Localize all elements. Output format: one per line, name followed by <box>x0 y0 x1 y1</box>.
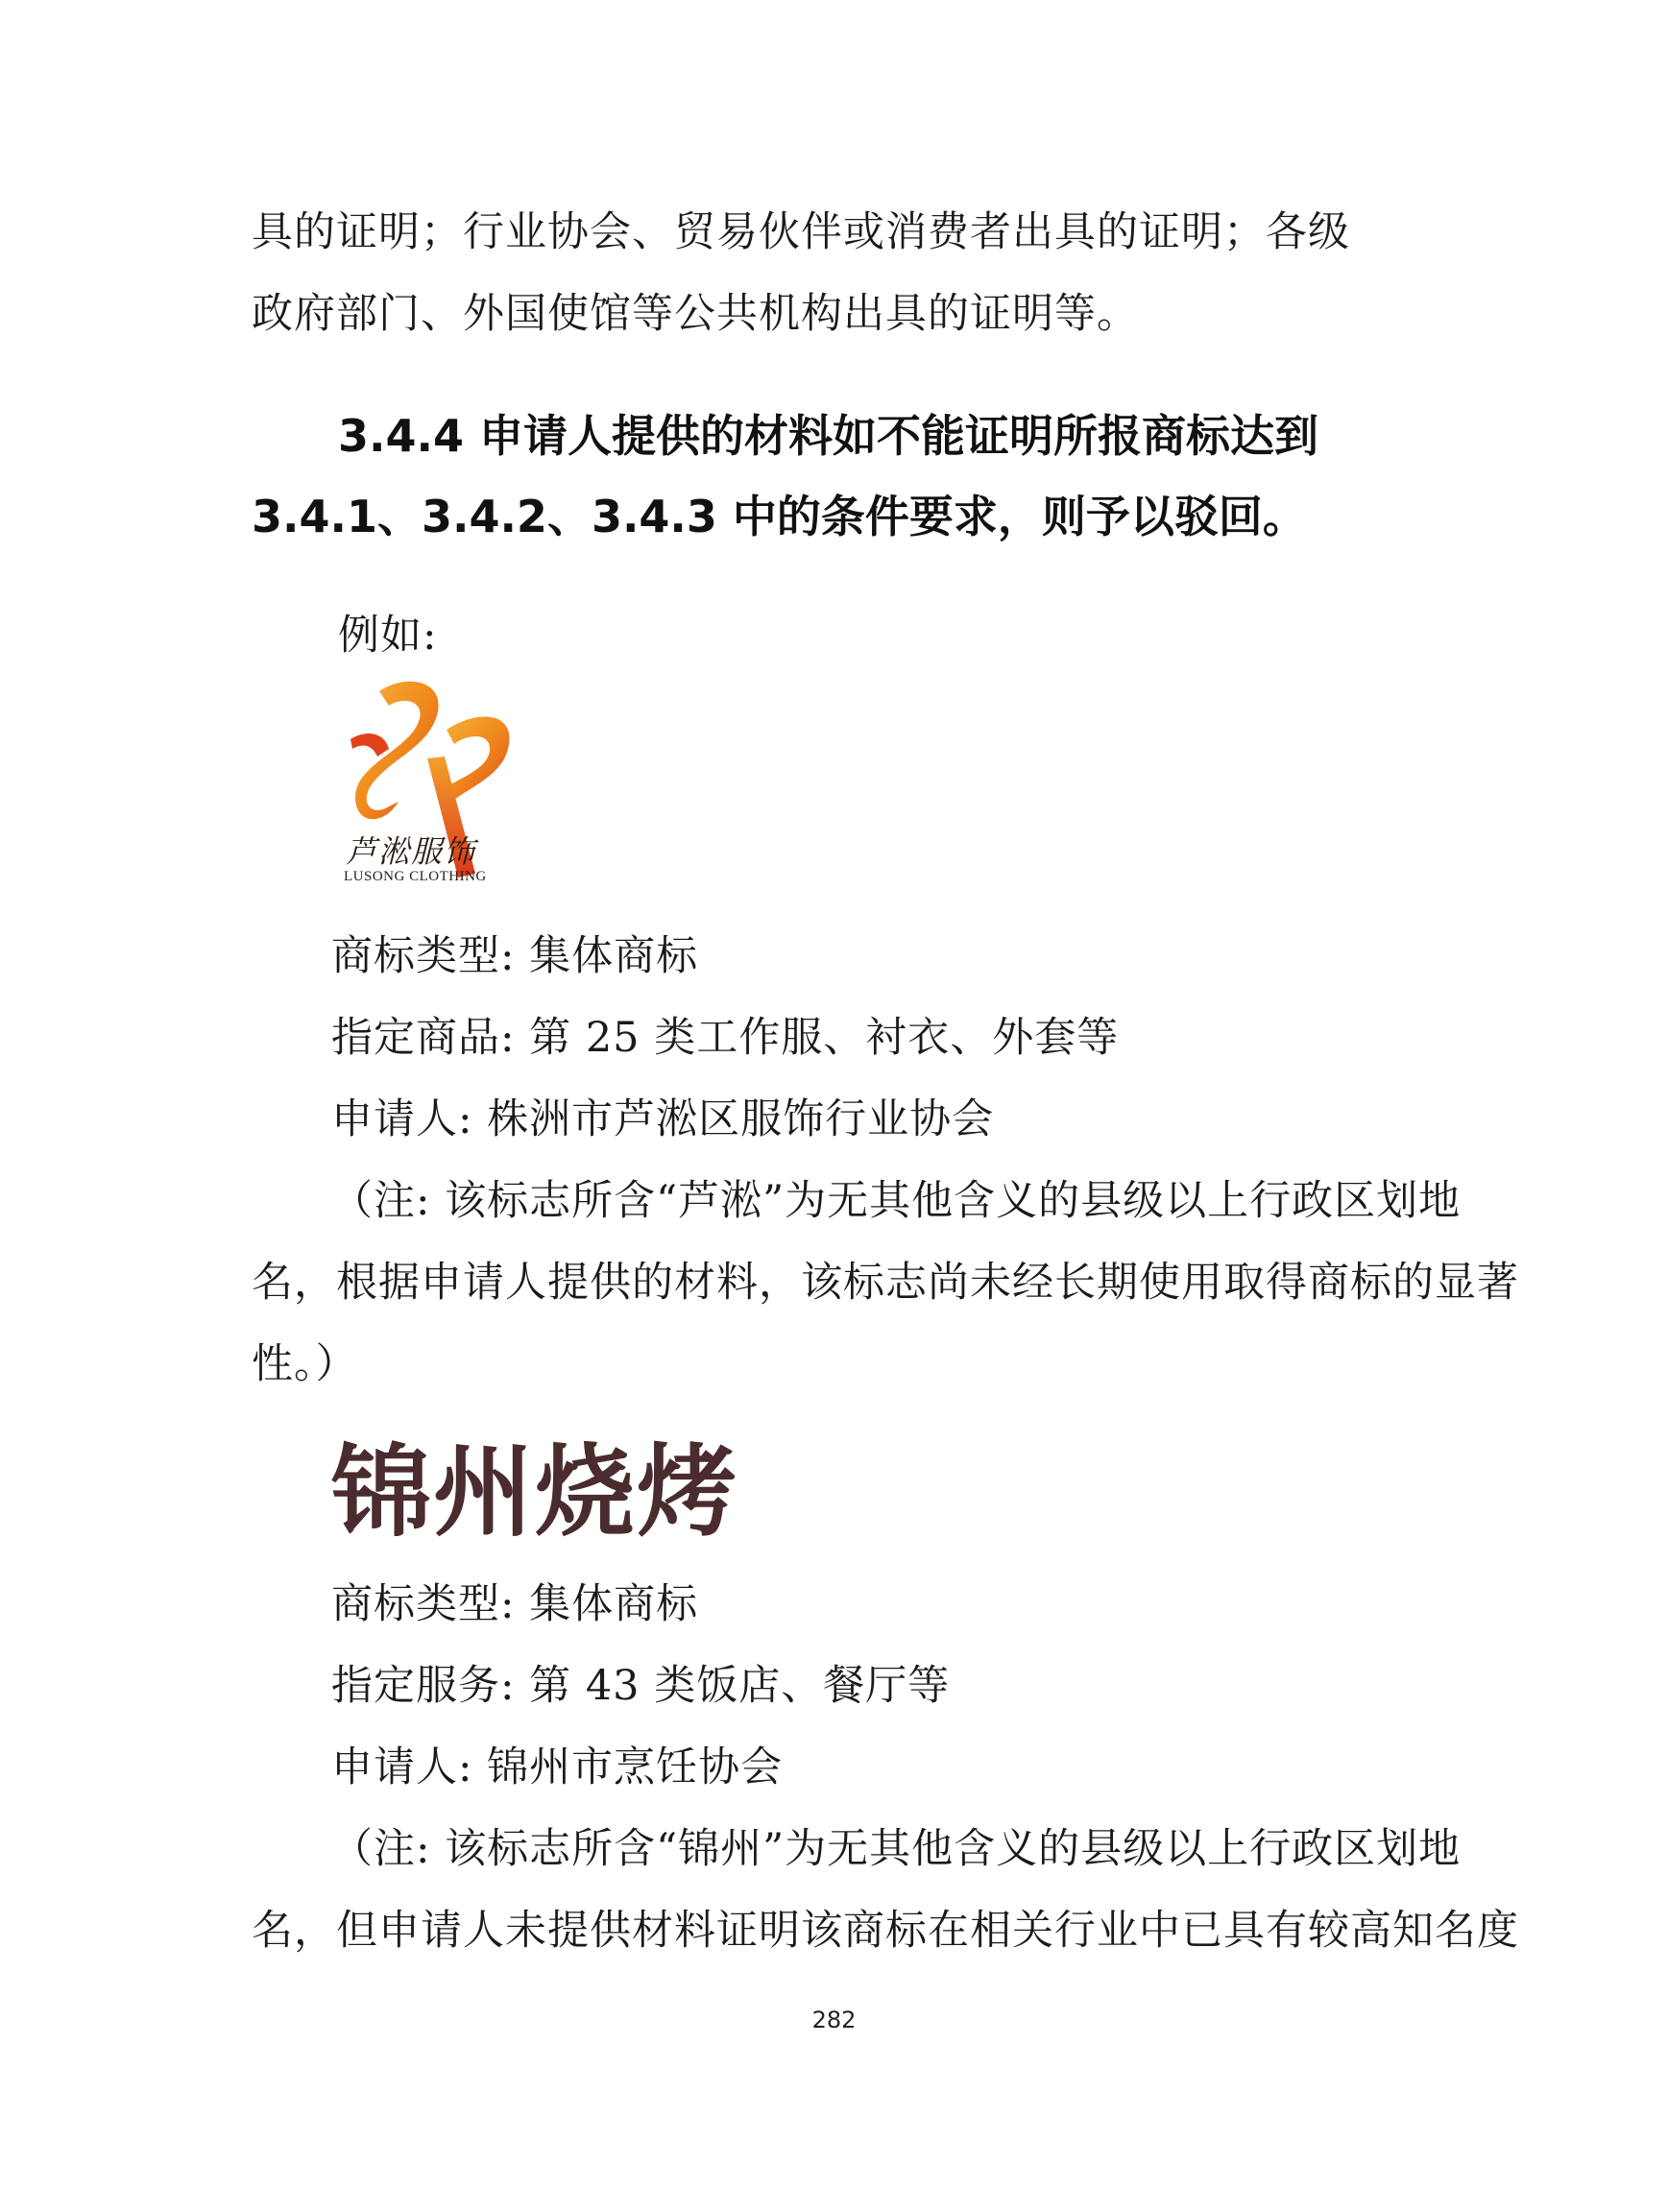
section-heading-line: 3.4.4 申请人提供的材料如不能证明所报商标达到 <box>338 410 1318 462</box>
body-text-line: 政府部门、外国使馆等公共机构出具的证明等。 <box>252 290 1139 338</box>
example-label: 例如: <box>338 612 438 660</box>
page-number: 282 <box>811 2007 857 2033</box>
jinzhou-bbq-logo: 锦州烧烤 <box>331 1433 739 1551</box>
designated-goods: 指定商品: 第 25 类工作服、衬衣、外套等 <box>331 1014 1120 1062</box>
note-line: （注: 该标志所含“锦州”为无其他含义的县级以上行政区划地 <box>331 1825 1462 1873</box>
logo-english-text: LUSONG CLOTHING <box>344 869 487 884</box>
trademark-type: 商标类型: 集体商标 <box>331 932 699 980</box>
designated-services: 指定服务: 第 43 类饭店、餐厅等 <box>331 1662 951 1710</box>
note-line: （注: 该标志所含“芦淞”为无其他含义的县级以上行政区划地 <box>331 1177 1462 1225</box>
logo-chinese-text: 芦淞服饰 <box>346 833 477 870</box>
trademark-type: 商标类型: 集体商标 <box>331 1580 699 1628</box>
body-text-line: 具的证明；行业协会、贸易伙伴或消费者出具的证明；各级 <box>252 208 1350 256</box>
note-line: 名，但申请人未提供材料证明该商标在相关行业中已具有较高知名度 <box>252 1907 1519 1955</box>
note-line: 名，根据申请人提供的材料，该标志尚未经长期使用取得商标的显著 <box>252 1259 1519 1307</box>
section-heading-line: 3.4.1、3.4.2、3.4.3 中的条件要求，则予以驳回。 <box>252 491 1307 542</box>
applicant: 申请人: 株洲市芦淞区服饰行业协会 <box>331 1095 995 1143</box>
note-line: 性。） <box>252 1340 358 1388</box>
applicant: 申请人: 锦州市烹饪协会 <box>331 1743 784 1791</box>
